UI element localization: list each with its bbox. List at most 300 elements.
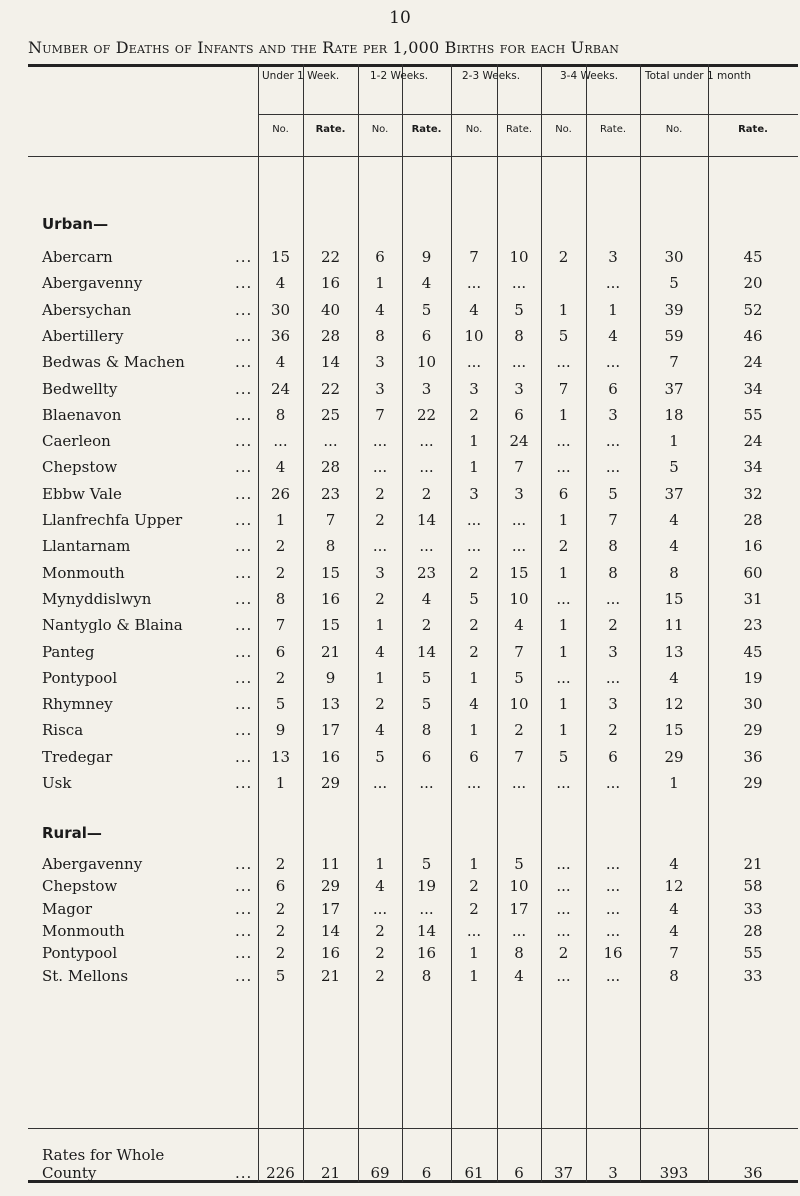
cell: 33 xyxy=(743,966,763,985)
cell: 22 xyxy=(320,248,341,266)
cell: 21 xyxy=(320,966,341,985)
sub-header-no: No. xyxy=(665,124,683,135)
table-row xyxy=(0,695,800,717)
cell: 8 xyxy=(325,537,336,556)
cell: 6 xyxy=(558,484,569,503)
cell: 2 xyxy=(469,899,479,918)
cell: 2 xyxy=(275,855,286,873)
cell: 55 xyxy=(743,944,763,963)
cell: 3 xyxy=(375,379,385,398)
cell: ... xyxy=(556,966,571,985)
cell: 13 xyxy=(664,642,684,661)
cell: 5 xyxy=(558,326,569,345)
table-row xyxy=(0,922,800,944)
cell: 2 xyxy=(275,537,286,556)
cell: 6 xyxy=(514,405,524,424)
cell: 9 xyxy=(325,668,336,687)
cell: 40 xyxy=(320,300,341,319)
leader-dots: ... xyxy=(235,563,253,582)
cell: 4 xyxy=(669,668,679,687)
leader-dots: ... xyxy=(235,944,253,963)
leader-dots: ... xyxy=(235,458,253,477)
cell: 3 xyxy=(375,353,385,372)
cell: 7 xyxy=(325,511,336,529)
cell: 30 xyxy=(270,300,291,319)
sub-header-rate: Rate. xyxy=(505,124,533,135)
cell: 45 xyxy=(743,642,763,661)
cell: ... xyxy=(511,511,527,529)
cell: 14 xyxy=(416,511,437,529)
cell: 37 xyxy=(553,1164,574,1182)
cell: 5 xyxy=(608,484,618,503)
group-header-under-1-week: Under 1 Week. xyxy=(262,70,340,82)
district-name: Llanfrechfa Upper xyxy=(42,511,183,529)
cell: 15 xyxy=(664,721,684,740)
cell: 19 xyxy=(743,668,763,687)
cell: 8 xyxy=(514,944,524,963)
cell: 2 xyxy=(469,563,479,582)
cell: 1 xyxy=(275,511,286,529)
sub-header-no: No. xyxy=(371,124,389,135)
cell: 5 xyxy=(421,300,432,319)
cell: 30 xyxy=(743,695,763,714)
sub-header-no: No. xyxy=(465,124,483,135)
cell: 5 xyxy=(421,695,432,714)
cell: 4 xyxy=(469,300,479,319)
district-name: Monmouth xyxy=(42,563,125,582)
cell: 58 xyxy=(743,877,763,896)
cell: ... xyxy=(605,877,621,896)
district-name: Abergavenny xyxy=(42,274,143,293)
table-row xyxy=(0,511,800,533)
district-name: Llantarnam xyxy=(42,537,131,556)
cell: 3 xyxy=(469,379,479,398)
cell: 13 xyxy=(270,747,291,766)
cell: 60 xyxy=(743,563,763,582)
cell: ... xyxy=(466,511,482,529)
cell: 4 xyxy=(375,721,385,740)
cell: 3 xyxy=(421,379,432,398)
cell: 39 xyxy=(664,300,684,319)
cell: 2 xyxy=(608,721,618,740)
cell: ... xyxy=(605,668,621,687)
cell: 8 xyxy=(514,326,524,345)
cell: ... xyxy=(605,774,621,792)
cell: 1 xyxy=(608,300,618,319)
leader-dots: ... xyxy=(235,326,253,345)
cell: 5 xyxy=(275,695,286,714)
cell: ... xyxy=(556,921,571,940)
leader-dots: ... xyxy=(235,353,253,372)
total-rule xyxy=(28,1128,798,1129)
cell: 32 xyxy=(743,484,763,503)
cell: 6 xyxy=(275,877,286,896)
cell: 4 xyxy=(421,589,432,608)
cell: 5 xyxy=(514,668,524,687)
page-number: 10 xyxy=(389,8,411,28)
leader-dots: ... xyxy=(235,899,253,918)
leader-dots: ... xyxy=(235,855,253,873)
cell: 14 xyxy=(320,353,341,372)
cell: 4 xyxy=(669,921,679,940)
cell: 8 xyxy=(669,563,679,582)
cell: 3 xyxy=(375,563,385,582)
total-row xyxy=(0,1146,800,1190)
cell: 1 xyxy=(469,855,479,873)
district-name: Magor xyxy=(42,899,93,918)
cell: 3 xyxy=(469,484,479,503)
cell: 1 xyxy=(558,300,569,319)
cell: 14 xyxy=(416,642,437,661)
cell: 16 xyxy=(603,944,623,963)
cell: 36 xyxy=(743,1164,763,1182)
group-header-2-3-weeks: 2-3 Weeks. xyxy=(462,70,521,82)
cell: 4 xyxy=(275,274,286,293)
leader-dots: ... xyxy=(235,668,253,687)
cell: ... xyxy=(466,921,482,940)
cell: 29 xyxy=(743,721,763,740)
cell: 3 xyxy=(608,248,618,266)
cell: 1 xyxy=(558,721,569,740)
cell: ... xyxy=(556,668,571,687)
district-name: Tredegar xyxy=(42,747,113,766)
cell: 13 xyxy=(320,695,341,714)
cell: 29 xyxy=(320,877,341,896)
cell: ... xyxy=(605,274,621,293)
total-label-line1: Rates for Whole xyxy=(42,1146,165,1164)
leader-dots: ... xyxy=(235,300,253,319)
cell: 22 xyxy=(416,405,437,424)
cell: 45 xyxy=(743,248,763,266)
cell: 2 xyxy=(469,405,479,424)
header-divider xyxy=(258,114,798,115)
table-row xyxy=(0,327,800,349)
cell: 8 xyxy=(669,966,679,985)
cell: 5 xyxy=(421,855,432,873)
cell: ... xyxy=(556,432,571,451)
leader-dots: ... xyxy=(235,921,253,940)
cell: 6 xyxy=(608,747,618,766)
cell: 1 xyxy=(375,274,385,293)
leader-dots: ... xyxy=(235,877,253,896)
cell: ... xyxy=(273,432,288,451)
cell: 28 xyxy=(743,921,763,940)
table-row xyxy=(0,774,800,796)
cell: 1 xyxy=(275,774,286,792)
cell: ... xyxy=(511,921,527,940)
top-rule xyxy=(28,64,798,67)
cell: 2 xyxy=(275,563,286,582)
cell: 1 xyxy=(558,563,569,582)
cell: ... xyxy=(466,537,482,556)
cell: 1 xyxy=(469,432,479,451)
cell: 1 xyxy=(469,458,479,477)
cell: 226 xyxy=(266,1164,295,1182)
cell: 393 xyxy=(659,1164,689,1182)
cell: 10 xyxy=(509,695,529,714)
district-name: Pontypool xyxy=(42,944,118,963)
cell: ... xyxy=(372,774,388,792)
cell: 10 xyxy=(509,877,529,896)
cell: 7 xyxy=(514,458,524,477)
cell: 28 xyxy=(743,511,763,529)
district-name: Nantyglo & Blaina xyxy=(42,616,183,635)
cell: 34 xyxy=(743,458,763,477)
cell: 16 xyxy=(320,747,341,766)
table-row xyxy=(0,877,800,899)
table-row xyxy=(0,432,800,454)
cell: 4 xyxy=(375,877,385,896)
cell: 7 xyxy=(514,747,524,766)
leader-dots: ... xyxy=(235,747,253,766)
cell: 4 xyxy=(469,695,479,714)
cell: 17 xyxy=(509,899,529,918)
cell: 6 xyxy=(421,326,432,345)
cell: 21 xyxy=(320,642,341,661)
cell: 10 xyxy=(509,248,529,266)
cell: 5 xyxy=(375,747,385,766)
cell: 37 xyxy=(664,484,684,503)
leader-dots: ... xyxy=(235,511,253,529)
table-row xyxy=(0,248,800,270)
leader-dots: ... xyxy=(235,484,253,503)
cell: 2 xyxy=(558,537,569,556)
cell: ... xyxy=(605,458,621,477)
leader-dots: ... xyxy=(235,642,253,661)
cell: 11 xyxy=(320,855,341,873)
table-row xyxy=(0,458,800,480)
district-name: Chepstow xyxy=(42,877,118,896)
section-urban: Urban— xyxy=(42,215,109,233)
table-row xyxy=(0,944,800,966)
cell: 2 xyxy=(275,944,286,963)
cell: ... xyxy=(466,274,482,293)
cell: 1 xyxy=(375,668,385,687)
page-title: Number of Deaths of Infants and the Rate per 1,000 Births for each Urban xyxy=(28,38,620,57)
cell: 33 xyxy=(743,899,763,918)
cell: 6 xyxy=(469,747,479,766)
cell: 2 xyxy=(375,511,385,529)
group-header-1-2-weeks: 1-2 Weeks. xyxy=(370,70,429,82)
cell: 6 xyxy=(275,642,286,661)
table-row xyxy=(0,590,800,612)
cell: 15 xyxy=(320,563,341,582)
cell: 29 xyxy=(320,774,341,792)
cell: 46 xyxy=(743,326,763,345)
cell: 5 xyxy=(669,274,679,293)
cell: 16 xyxy=(416,944,437,963)
sub-header-rate: Rate. xyxy=(315,124,346,135)
cell: 2 xyxy=(469,877,479,896)
leader-dots: ... xyxy=(235,966,253,985)
district-name: Abersychan xyxy=(42,300,132,319)
table-row xyxy=(0,900,800,922)
cell: ... xyxy=(511,774,527,792)
cell: ... xyxy=(419,537,434,556)
cell: 10 xyxy=(509,589,529,608)
cell: 4 xyxy=(375,642,385,661)
cell: 61 xyxy=(464,1164,484,1182)
table-row xyxy=(0,643,800,665)
leader-dots: ... xyxy=(235,1164,253,1182)
leader-dots: ... xyxy=(235,537,253,556)
cell: 4 xyxy=(375,300,385,319)
cell: ... xyxy=(556,458,571,477)
table-row xyxy=(0,537,800,559)
cell: ... xyxy=(323,432,338,451)
cell: 16 xyxy=(320,944,341,963)
table-row xyxy=(0,967,800,989)
cell: 4 xyxy=(669,511,679,529)
cell: 1 xyxy=(558,405,569,424)
cell: 36 xyxy=(270,326,291,345)
leader-dots: ... xyxy=(235,774,253,792)
cell: 5 xyxy=(558,747,569,766)
table-row xyxy=(0,380,800,402)
table-row xyxy=(0,855,800,877)
cell: 3 xyxy=(608,695,618,714)
cell: 5 xyxy=(514,300,524,319)
cell: 9 xyxy=(275,721,286,740)
table-row xyxy=(0,564,800,586)
leader-dots: ... xyxy=(235,432,253,451)
cell: ... xyxy=(419,432,434,451)
cell: ... xyxy=(605,899,621,918)
cell: 2 xyxy=(275,921,286,940)
cell: 12 xyxy=(664,877,684,896)
cell: 2 xyxy=(275,668,286,687)
table-row xyxy=(0,353,800,375)
cell: 2 xyxy=(469,616,479,635)
cell: ... xyxy=(372,458,388,477)
cell: 23 xyxy=(743,616,763,635)
cell: 23 xyxy=(320,484,341,503)
cell: 69 xyxy=(370,1164,390,1182)
cell: ... xyxy=(605,966,621,985)
cell: ... xyxy=(556,877,571,896)
cell: 16 xyxy=(320,589,341,608)
cell: 3 xyxy=(514,484,524,503)
table-row xyxy=(0,485,800,507)
district-name: Usk xyxy=(42,774,72,792)
cell: 8 xyxy=(375,326,385,345)
cell: 21 xyxy=(320,1164,341,1182)
table-row xyxy=(0,616,800,638)
cell: 16 xyxy=(320,274,341,293)
sub-header-rate: Rate. xyxy=(411,124,442,135)
cell: 2 xyxy=(375,695,385,714)
cell: 30 xyxy=(664,248,684,266)
district-name: Mynyddislwyn xyxy=(42,589,152,608)
cell: 17 xyxy=(320,899,341,918)
cell: 4 xyxy=(275,353,286,372)
cell: ... xyxy=(466,353,482,372)
cell: 4 xyxy=(421,274,432,293)
cell: 1 xyxy=(375,855,385,873)
cell: 8 xyxy=(275,405,286,424)
cell: ... xyxy=(605,589,621,608)
cell: ... xyxy=(556,353,571,372)
cell: ... xyxy=(556,774,571,792)
cell: 8 xyxy=(608,537,618,556)
cell: 1 xyxy=(558,616,569,635)
cell: 2 xyxy=(375,921,385,940)
cell: 7 xyxy=(375,405,385,424)
leader-dots: ... xyxy=(235,695,253,714)
section-rural: Rural— xyxy=(42,824,102,842)
cell: 1 xyxy=(669,774,679,792)
leader-dots: ... xyxy=(235,616,253,635)
cell: ... xyxy=(556,899,571,918)
cell: 29 xyxy=(664,747,684,766)
cell: 1 xyxy=(558,695,569,714)
cell: 1 xyxy=(469,668,479,687)
sub-header-rate: Rate. xyxy=(599,124,627,135)
cell: ... xyxy=(372,537,388,556)
cell: 24 xyxy=(743,353,763,372)
cell: 6 xyxy=(608,379,618,398)
cell: 1 xyxy=(558,511,569,529)
district-name: Panteg xyxy=(42,642,95,661)
district-name: Abertillery xyxy=(42,326,124,345)
cell: 2 xyxy=(421,484,432,503)
cell: 5 xyxy=(421,668,432,687)
header-bottom-rule xyxy=(28,156,798,157)
cell: 17 xyxy=(320,721,341,740)
cell: 28 xyxy=(320,458,341,477)
cell: 24 xyxy=(509,432,529,451)
cell: 2 xyxy=(514,721,524,740)
cell: 7 xyxy=(558,379,569,398)
cell: 10 xyxy=(416,353,437,372)
total-label-line2: County xyxy=(42,1164,97,1182)
cell: 4 xyxy=(669,855,679,873)
cell: 15 xyxy=(664,589,684,608)
district-name: St. Mellons xyxy=(42,966,129,985)
cell: 4 xyxy=(669,899,679,918)
cell: 8 xyxy=(421,721,432,740)
cell: 1 xyxy=(469,721,479,740)
cell: 7 xyxy=(669,353,679,372)
district-name: Pontypool xyxy=(42,668,118,687)
cell: 15 xyxy=(270,248,291,266)
cell: 31 xyxy=(743,589,763,608)
cell: 1 xyxy=(669,432,679,451)
cell: ... xyxy=(511,274,527,293)
cell: 12 xyxy=(664,695,684,714)
sub-header-no: No. xyxy=(555,124,572,135)
cell: 7 xyxy=(514,642,524,661)
cell: 1 xyxy=(558,642,569,661)
cell: 7 xyxy=(669,944,679,963)
district-name: Abergavenny xyxy=(42,855,143,873)
cell: 25 xyxy=(320,405,341,424)
cell: ... xyxy=(511,537,527,556)
district-name: Risca xyxy=(42,721,84,740)
cell: 15 xyxy=(509,563,529,582)
leader-dots: ... xyxy=(235,405,253,424)
cell: 24 xyxy=(743,432,763,451)
cell: ... xyxy=(556,589,571,608)
cell: 2 xyxy=(558,944,569,963)
table-row xyxy=(0,721,800,743)
cell: ... xyxy=(419,899,434,918)
cell: 2 xyxy=(558,248,569,266)
cell: ... xyxy=(605,921,621,940)
sub-header-no: No. xyxy=(272,124,289,135)
cell: 1 xyxy=(375,616,385,635)
leader-dots: ... xyxy=(235,248,253,266)
